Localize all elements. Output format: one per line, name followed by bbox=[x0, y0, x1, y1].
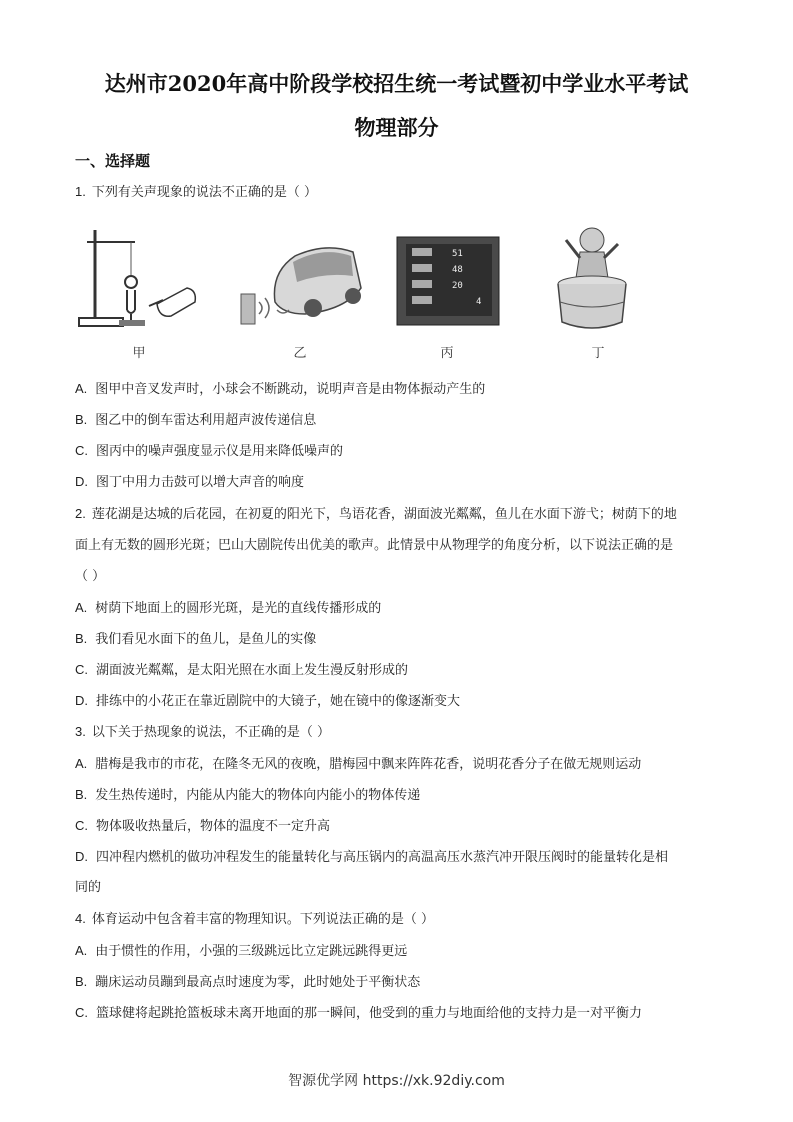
q1-option-d[interactable]: D. 图丁中用力击鼓可以增大声音的响度 bbox=[75, 474, 305, 490]
display-reading-3: 20 bbox=[452, 281, 463, 291]
q1-option-c[interactable]: C. 图丙中的噪声强度显示仪是用来降低噪声的 bbox=[75, 443, 344, 459]
figure-ding-drum bbox=[552, 218, 632, 334]
question-number: 4. bbox=[75, 911, 86, 926]
q3-option-d-cont: 同的 bbox=[75, 880, 102, 895]
figure-caption-bing: 丙 bbox=[440, 346, 454, 361]
footer-watermark[interactable]: 智源优学网 https://xk.92diy.com bbox=[288, 1073, 505, 1089]
figure-bing-noise-display bbox=[396, 236, 500, 326]
figure-caption-ding: 丁 bbox=[591, 346, 605, 361]
section-heading: 一、选择题 bbox=[75, 152, 151, 170]
question-4-stem: 4. 体育运动中包含着丰富的物理知识。下列说法正确的是（ ） bbox=[75, 911, 434, 927]
display-reading-4: 4 bbox=[476, 297, 482, 307]
question-text: 下列有关声现象的说法不正确的是（ ） bbox=[91, 185, 317, 200]
question-2-stem: 2. 莲花湖是达城的后花园，在初夏的阳光下，鸟语花香，湖面波光粼粼，鱼儿在水面下游弋；树荫下的地 bbox=[75, 506, 677, 522]
exam-subtitle: 物理部分 bbox=[354, 115, 439, 140]
q3-option-b[interactable]: B. 发生热传递时，内能从内能大的物体向内能小的物体传递 bbox=[75, 787, 421, 803]
q3-option-d[interactable]: D. 四冲程内燃机的做功冲程发生的能量转化与高压锅内的高温高压水蒸汽冲开限压阀时的能量转化是相 bbox=[75, 849, 669, 865]
q1-option-b[interactable]: B. 图乙中的倒车雷达利用超声波传递信息 bbox=[75, 412, 317, 428]
question-3-stem: 3. 以下关于热现象的说法，不正确的是（ ） bbox=[75, 724, 330, 740]
exam-title: 达州市2020年高中阶段学校招生统一考试暨初中学业水平考试 bbox=[104, 71, 689, 96]
q2-option-d[interactable]: D. 排练中的小花正在靠近剧院中的大镜子，她在镜中的像逐渐变大 bbox=[75, 693, 461, 709]
display-reading-1: 51 bbox=[452, 249, 463, 259]
question-2-answer-paren: （ ） bbox=[75, 569, 106, 584]
display-reading-2: 48 bbox=[452, 265, 463, 275]
question-2-stem-cont: 面上有无数的圆形光斑；巴山大剧院传出优美的歌声。此情景中从物理学的角度分析，以下说法正确的是 bbox=[75, 538, 674, 553]
q4-option-a[interactable]: A. 由于惯性的作用，小强的三级跳远比立定跳远跳得更远 bbox=[75, 943, 408, 959]
figure-jia-tuning-fork bbox=[75, 226, 205, 334]
q3-option-a[interactable]: A. 腊梅是我市的市花，在隆冬无风的夜晚，腊梅园中飘来阵阵花香，说明花香分子在做无规则运动 bbox=[75, 756, 642, 772]
q2-option-a[interactable]: A. 树荫下地面上的圆形光斑，是光的直线传播形成的 bbox=[75, 600, 382, 616]
figure-caption-jia: 甲 bbox=[132, 346, 146, 361]
q3-option-c[interactable]: C. 物体吸收热量后，物体的温度不一定升高 bbox=[75, 818, 331, 834]
figure-caption-yi: 乙 bbox=[293, 346, 307, 361]
question-number: 2. bbox=[75, 506, 86, 521]
figure-yi-car-radar bbox=[235, 232, 365, 332]
q4-option-b[interactable]: B. 蹦床运动员蹦到最高点时速度为零，此时她处于平衡状态 bbox=[75, 974, 421, 990]
q2-option-c[interactable]: C. 湖面波光粼粼，是太阳光照在水面上发生漫反射形成的 bbox=[75, 662, 409, 678]
q2-option-b[interactable]: B. 我们看见水面下的鱼儿，是鱼儿的实像 bbox=[75, 631, 317, 647]
q1-option-a[interactable]: A. 图甲中音叉发声时，小球会不断跳动，说明声音是由物体振动产生的 bbox=[75, 381, 486, 397]
question-1-stem bbox=[75, 176, 317, 208]
question-number: 3. bbox=[75, 724, 86, 739]
q4-option-c[interactable]: C. 篮球健将起跳抢篮板球未离开地面的那一瞬间，他受到的重力与地面给他的支持力是一对平衡力 bbox=[75, 1005, 643, 1021]
question-number: 1. bbox=[75, 184, 86, 199]
